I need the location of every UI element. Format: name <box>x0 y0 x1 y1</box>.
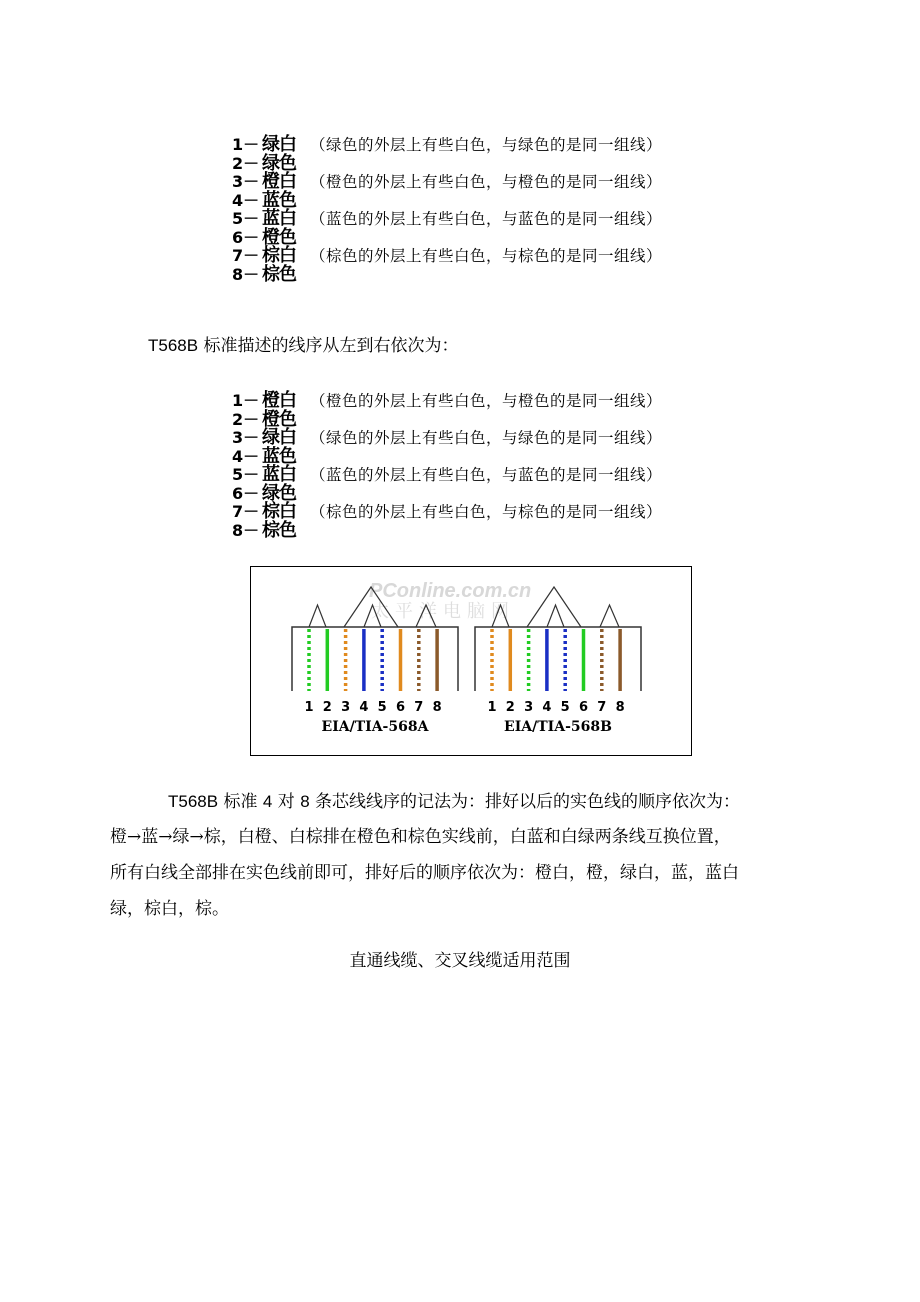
pin-note: （蓝色的外层上有些白色，与蓝色的是同一组线） <box>310 466 663 484</box>
label-568a: EIA/TIA-568A <box>321 719 429 735</box>
pin-note: （绿色的外层上有些白色，与绿色的是同一组线） <box>310 136 663 154</box>
pin-number: 4－ <box>232 190 260 210</box>
pin-color: 橙色 <box>262 226 296 248</box>
pin-note: （橙色的外层上有些白色，与橙色的是同一组线） <box>310 392 663 410</box>
a-pin-number: 5 <box>377 700 387 715</box>
a-pin-number: 1 <box>304 700 314 715</box>
pin-note: （棕色的外层上有些白色，与棕色的是同一组线） <box>310 503 663 521</box>
pin-note: （绿色的外层上有些白色，与绿色的是同一组线） <box>310 429 663 447</box>
a-pin-number: 3 <box>341 700 351 715</box>
pair-peak-b-45 <box>547 605 564 627</box>
b-pin-number: 6 <box>578 700 589 715</box>
b-pin-number: 5 <box>560 700 570 715</box>
para-line-4: 绿，棕白，棕。 <box>110 899 229 919</box>
watermark-brand: PConline.com.cn <box>369 580 532 602</box>
a-pin-number: 7 <box>414 700 424 715</box>
pin-row <box>232 260 310 286</box>
pin-color: 棕白 <box>262 245 296 266</box>
pin-color: 棕色 <box>262 263 296 285</box>
pin-color: 绿色 <box>262 482 296 504</box>
pin-color: 蓝色 <box>262 189 296 211</box>
pin-number: 2－ <box>232 409 260 429</box>
pin-number: 2－ <box>232 153 260 173</box>
pin-color: 蓝白 <box>262 464 296 485</box>
para-standard: T568B <box>168 792 219 811</box>
pin-color: 橙白 <box>262 390 296 411</box>
b-pin-number: 2 <box>505 700 515 715</box>
pin-number: 5－ <box>232 209 260 228</box>
pin-number: 7－ <box>232 502 260 521</box>
para-line-3: 所有白线全部排在实色线前即可，排好后的顺序依次为：橙白，橙，绿白，蓝，蓝白 <box>110 863 739 883</box>
pin-number: 4－ <box>232 446 260 466</box>
pin-color: 绿色 <box>262 152 296 174</box>
b-pin-number: 7 <box>597 700 607 715</box>
b-pin-number: 4 <box>542 700 552 715</box>
pin-number: 1－ <box>232 135 260 154</box>
pair-peak-a-12 <box>309 605 326 627</box>
pin-number: 7－ <box>232 246 260 265</box>
watermark-cn: 太平洋电脑网 <box>371 601 515 622</box>
para-text-b: 对 <box>272 792 301 812</box>
pin-color: 绿白 <box>262 427 296 448</box>
pin-number: 5－ <box>232 465 260 484</box>
pin-color: 蓝色 <box>262 445 296 467</box>
pair-peak-b-78 <box>600 605 619 627</box>
para-num-pairs: 4 <box>262 792 273 811</box>
pin-row <box>232 516 310 542</box>
para-num-cores: 8 <box>300 792 310 811</box>
pin-color: 棕色 <box>262 519 296 541</box>
pin-number: 3－ <box>232 428 260 447</box>
para-line-2: 橙→蓝→绿→棕，白橙、白棕排在橙色和棕色实线前，白蓝和白绿两条线互换位置， <box>110 827 731 847</box>
pin-color: 橙白 <box>262 171 296 192</box>
a-pin-number: 2 <box>322 700 332 715</box>
b-pin-number: 3 <box>524 700 534 715</box>
para-line-1 <box>168 784 740 820</box>
pin-color: 绿白 <box>262 134 296 155</box>
t568b-standard-name: T568B <box>148 336 199 355</box>
para-text-a: 标准 <box>218 792 263 812</box>
b-pin-number: 1 <box>487 700 497 715</box>
pin-note: （橙色的外层上有些白色，与橙色的是同一组线） <box>310 173 663 191</box>
a-pin-number: 4 <box>359 700 369 715</box>
t568b-heading-text: 标准描述的线序从左到右依次为： <box>198 336 459 356</box>
pin-color: 橙色 <box>262 408 296 430</box>
pin-number: 8－ <box>232 520 260 540</box>
b-pin-number: 8 <box>615 700 625 715</box>
pair-peak-b-36 <box>527 587 581 627</box>
label-568b: EIA/TIA-568B <box>504 719 612 735</box>
a-pin-number: 6 <box>395 700 406 715</box>
a-pin-number: 8 <box>432 700 442 715</box>
pin-number: 8－ <box>232 264 260 284</box>
pin-number: 6－ <box>232 227 260 247</box>
wiring-diagram-svg <box>251 567 693 757</box>
para-text-c: 条芯线线序的记法为：排好以后的实色线的顺序依次为： <box>309 792 741 812</box>
connector-568a-outline <box>292 627 458 691</box>
pin-note: （棕色的外层上有些白色，与棕色的是同一组线） <box>310 247 663 265</box>
pin-number: 6－ <box>232 483 260 503</box>
pin-number: 3－ <box>232 172 260 191</box>
pin-number: 1－ <box>232 391 260 410</box>
t568b-heading <box>148 331 459 356</box>
section-caption: 直通线缆、交叉线缆适用范围 <box>349 951 571 971</box>
pin-note: （蓝色的外层上有些白色，与蓝色的是同一组线） <box>310 210 663 228</box>
connector-568b-outline <box>475 627 641 691</box>
pin-color: 蓝白 <box>262 208 296 229</box>
wiring-diagram <box>250 566 692 756</box>
pin-color: 棕白 <box>262 501 296 522</box>
